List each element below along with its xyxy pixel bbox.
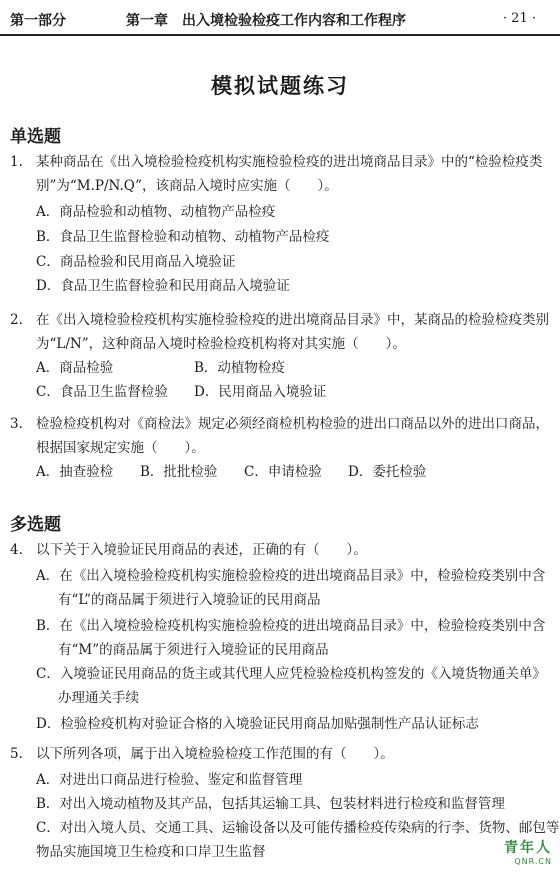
watermark: [504, 837, 552, 866]
option-b: B．对出入境动植物及其产品，包括其运输工具、包装材料进行检疫和监督管理: [36, 796, 505, 812]
option-a: A．商品检验和动植物、动植物产品检疫: [36, 204, 276, 220]
option-a: A．对进出口商品进行检验、鉴定和监督管理: [36, 772, 303, 788]
question-text: 根据国家规定实施（ ）。: [36, 440, 205, 456]
part-label: 第一部分: [10, 13, 66, 29]
question-text: 以下所列各项，属于出入境检验检疫工作范围的有（ ）。: [36, 746, 394, 762]
option-c-continued: 办理通关手续: [58, 690, 139, 706]
option-d: D．检验检疫机构对验证合格的入境验证民用商品加贴强制性产品认证标志: [36, 716, 479, 732]
option-a-continued: 有“L”的商品属于须进行入境验证的民用商品: [58, 592, 321, 608]
page-title: 模拟试题练习: [211, 73, 349, 98]
question-text: 为“L/N”，这种商品入境时检验检疫机构将对其实施（ ）。: [36, 336, 406, 352]
question-text: 以下关于入境验证民用商品的表述，正确的有（ ）。: [36, 542, 367, 558]
question-number: 3.: [10, 416, 23, 432]
option-b: B．食品卫生监督检验和动植物、动植物产品检疫: [36, 229, 330, 245]
question-number: 4.: [10, 542, 23, 558]
option-d: D．民用商品入境验证: [194, 384, 327, 400]
option-b: B．在《出入境检验检疫机构实施检验检疫的进出境商品目录》中，检验检疫类别中含: [36, 618, 546, 634]
option-b-continued: 有“M”的商品属于须进行入境验证的民用商品: [58, 642, 329, 658]
option-c: C．对出入境人员、交通工具、运输设备以及可能传播检疫传染病的行李、货物、邮包等: [36, 820, 560, 836]
question-text: 检验检疫机构对《商检法》规定必须经商检机构检验的进出口商品以外的进出口商品，: [36, 416, 549, 432]
question-number: 2.: [10, 312, 23, 328]
question-text: 在《出入境检验检疫机构实施检验检疫的进出境商品目录》中，某商品的检验检疫类别: [36, 312, 549, 328]
watermark-text: 青年人: [504, 840, 552, 856]
page-number: · 21 ·: [502, 11, 536, 26]
single-choice-heading: 单选题: [10, 127, 61, 147]
watermark-url: QNR.CN: [514, 857, 552, 866]
option-c: C．入境验证民用商品的货主或其代理人应凭检验检疫机构签发的《入境货物通关单》: [36, 666, 546, 682]
option-a: A．在《出入境检验检疫机构实施检验检疫的进出境商品目录》中，检验检疫类别中含: [36, 568, 546, 584]
option-d: D．委托检验: [348, 464, 427, 480]
option-c-continued: 物品实施国境卫生检疫和口岸卫生监督: [36, 844, 266, 860]
option-c: C．申请检验: [244, 464, 322, 480]
page-header: [0, 0, 560, 36]
question-number: 1.: [10, 154, 23, 170]
option-a: A．商品检验: [36, 360, 114, 376]
option-d: D．食品卫生监督检验和民用商品入境验证: [36, 278, 290, 294]
option-b: B．动植物检疫: [194, 360, 285, 376]
multiple-choice-heading: 多选题: [10, 515, 61, 535]
option-c: C．食品卫生监督检验: [36, 384, 168, 400]
option-b: B．批批检验: [140, 464, 218, 480]
chapter-title: 第一章 出入境检验检疫工作内容和工作程序: [126, 13, 406, 29]
question-number: 5.: [10, 746, 23, 762]
question-text: 别”为“M.P/N.Q”，该商品入境时应实施（ ）。: [36, 178, 338, 194]
question-text: 某种商品在《出入境检验检疫机构实施检验检疫的进出境商品目录》中的“检验检疫类: [36, 154, 543, 170]
option-a: A．抽查验检: [36, 464, 114, 480]
option-c: C．商品检验和民用商品入境验证: [36, 254, 236, 270]
